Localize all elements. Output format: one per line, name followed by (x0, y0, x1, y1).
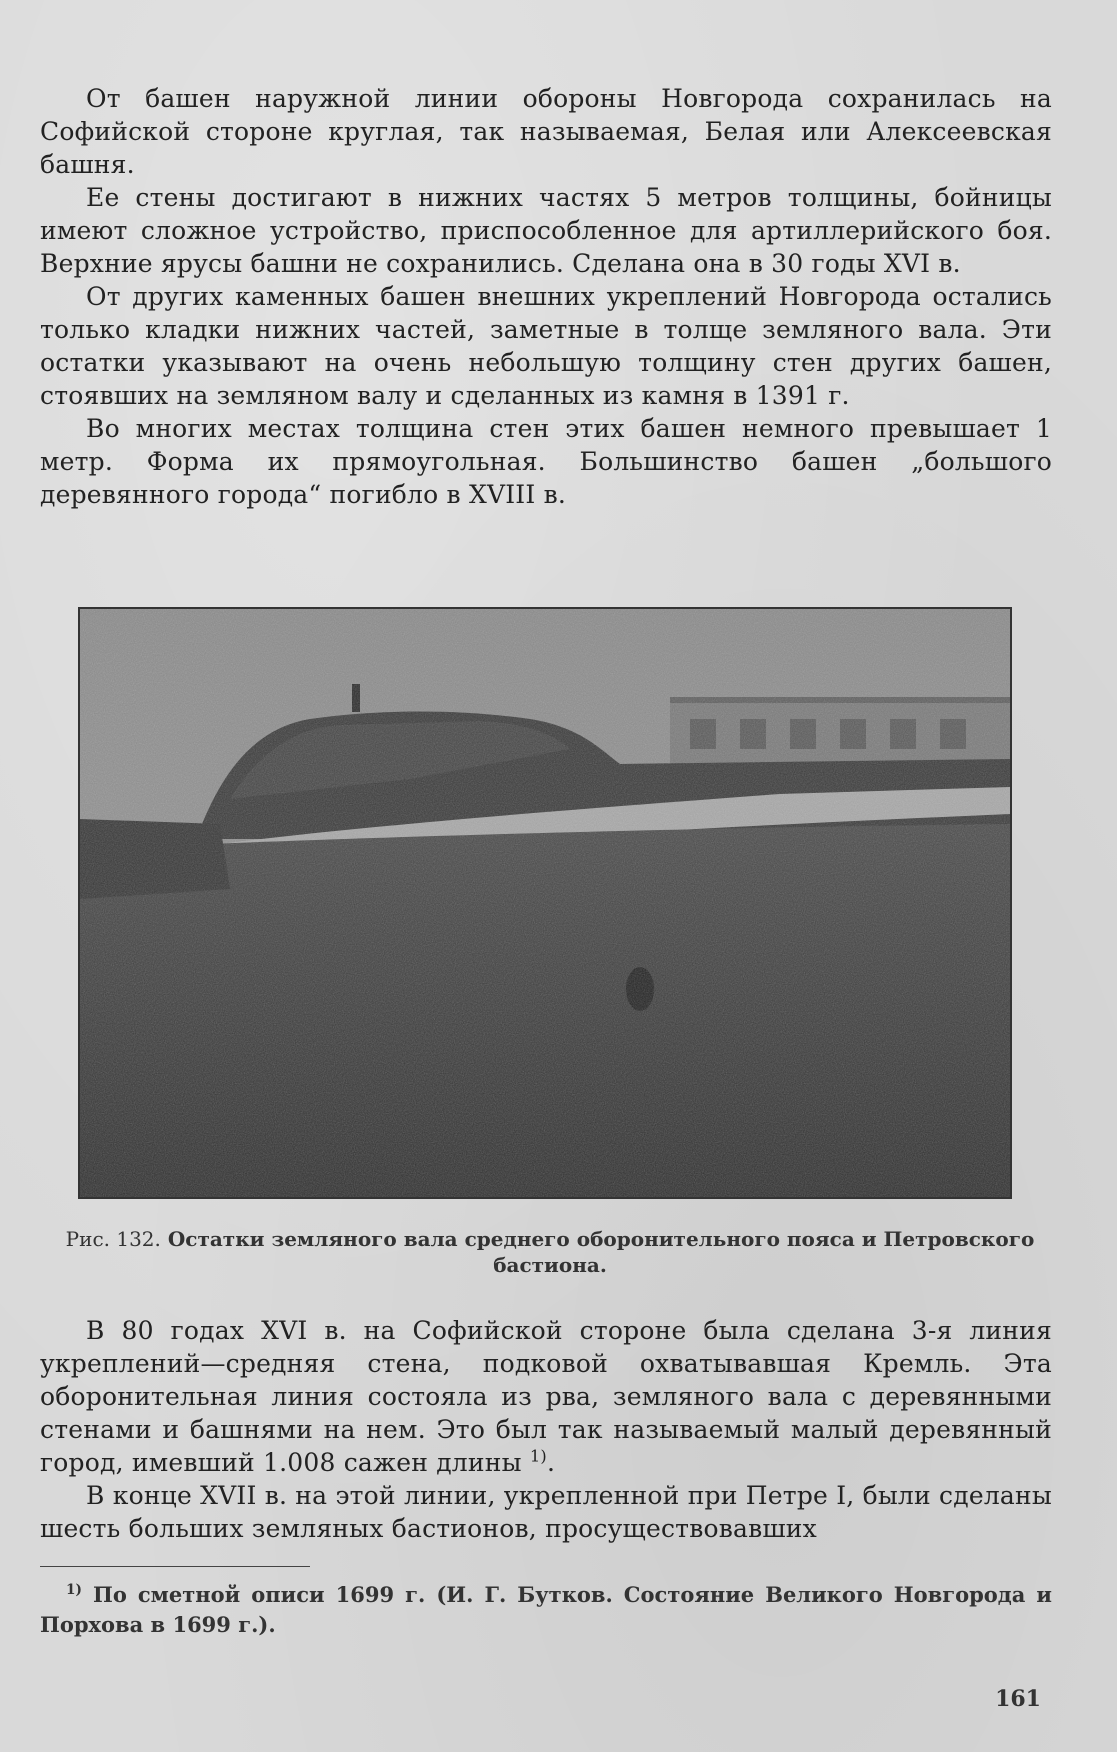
paragraph-5 (40, 1314, 1052, 1479)
paragraph-4: Во многих местах толщина стен этих башен немного превышает 1 метр. Форма их прямоугольная. Большинство башен „большого деревянного города“ погибло в XVIII в. (40, 414, 1052, 509)
caption-text: Остатки земляного вала среднего оборонительного пояса и Петровского бастиона. (167, 1227, 1035, 1277)
figure-caption (30, 1226, 1070, 1278)
footnote-ref: 1) (529, 1446, 547, 1466)
page-number: 161 (995, 1686, 1041, 1712)
footnote-divider (40, 1566, 310, 1567)
footnote-text: По сметной описи 1699 г. (И. Г. Бутков. Состояние Великого Новгорода и Порхова в 1699 г.). (40, 1582, 1052, 1637)
footnote (40, 1580, 1052, 1640)
paragraph-5-end: . (546, 1448, 556, 1477)
caption-figure-number: Рис. 132. (65, 1227, 161, 1251)
paragraph-3: От других каменных башен внешних укреплений Новгорода остались только кладки нижних частей, заметные в толще земляного вала. Эти остатки указывают на очень небольшую толщину стен других башен, стоявших на земляном валу и сделанных из камня в 1391 г. (40, 282, 1052, 410)
paragraph-6: В конце XVII в. на этой линии, укрепленной при Петре I, были сделаны шесть больших земляных бастионов, просуществовавших (40, 1481, 1052, 1543)
photo-earthen-rampart (78, 607, 1012, 1199)
bottom-text-block (40, 1314, 1052, 1545)
paragraph-1: От башен наружной линии обороны Новгорода сохранилась на Софийской стороне круглая, так называемая, Белая или Алексеевская башня. (40, 84, 1052, 179)
footnote-marker: 1) (66, 1582, 82, 1598)
paragraph-5-text: В 80 годах XVI в. на Софийской стороне была сделана 3-я линия укреплений—средняя стена, подковой охватывавшая Кремль. Эта оборонительная линия состояла из рва, земляного вала с деревянными стенами и башнями на нем. Это был так называемый малый деревянный город, имевший 1.008 сажен длины (40, 1316, 1052, 1477)
top-text-block (40, 82, 1052, 511)
paragraph-2: Ее стены достигают в нижних частях 5 метров толщины, бойницы имеют сложное устройство, приспособленное для артиллерийского боя. Верхние ярусы башни не сохранились. Сделана она в 30 годы XVI в. (40, 183, 1052, 278)
